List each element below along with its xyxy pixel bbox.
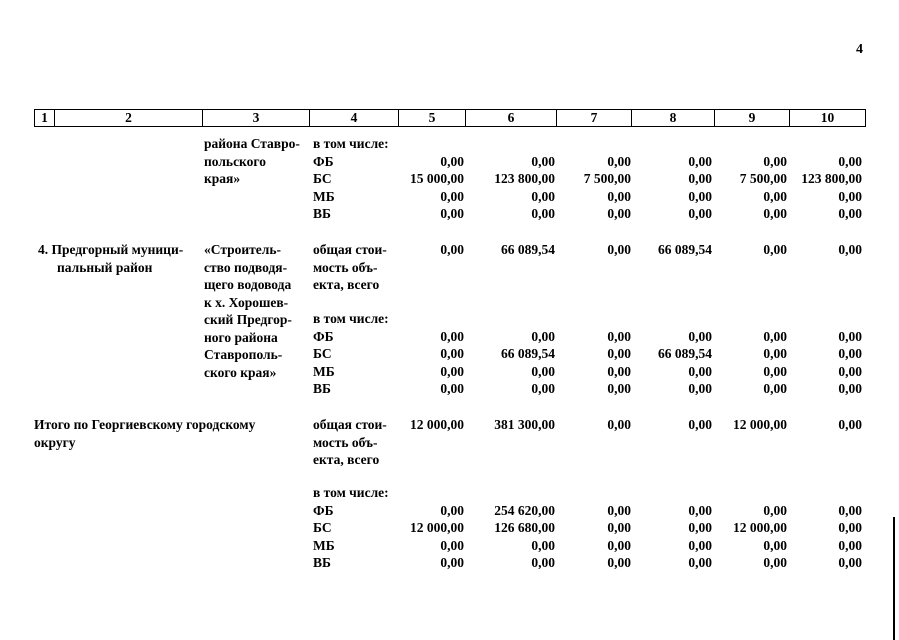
col5-total: 12 000,00 bbox=[410, 417, 464, 432]
col7-values: 0,00 7 500,00 0,00 0,00 bbox=[583, 153, 631, 221]
municipality-name: 4. Предгорный муници- пальный район bbox=[38, 242, 184, 275]
header-col-1: 1 bbox=[35, 110, 55, 127]
header-col-8: 8 bbox=[632, 110, 715, 127]
total-cost-label: общая стои- мость объ- екта, всего bbox=[313, 242, 387, 292]
col6-total: 66 089,54 bbox=[501, 242, 555, 257]
object-description: района Ставро- польского края» bbox=[204, 136, 300, 186]
col5-values: 0,00 12 000,00 0,00 0,00 bbox=[410, 502, 464, 570]
header-col-6: 6 bbox=[466, 110, 557, 127]
header-col-3: 3 bbox=[203, 110, 310, 127]
col7-total: 0,00 bbox=[607, 417, 631, 432]
district-total-label: Итого по Георгиевскому городскому округу bbox=[34, 417, 256, 450]
col7-total: 0,00 bbox=[607, 242, 631, 257]
col8-values: 0,00 0,00 0,00 0,00 bbox=[688, 502, 712, 570]
col5-values: 0,00 0,00 0,00 0,00 bbox=[440, 328, 464, 396]
col8-total: 66 089,54 bbox=[658, 242, 712, 257]
header-col-10: 10 bbox=[790, 110, 866, 127]
col10-values: 0,00 123 800,00 0,00 0,00 bbox=[801, 153, 862, 221]
funding-sources: в том числе: ФБ БС МБ ВБ bbox=[313, 485, 389, 570]
col10-values: 0,00 0,00 0,00 0,00 bbox=[838, 328, 862, 396]
col5-total: 0,00 bbox=[440, 242, 464, 257]
total-cost-label: общая стои- мость объ- екта, всего bbox=[313, 417, 387, 467]
col5-values: 0,00 15 000,00 0,00 0,00 bbox=[410, 153, 464, 221]
header-col-7: 7 bbox=[557, 110, 632, 127]
funding-sources: в том числе: ФБ БС МБ ВБ bbox=[313, 136, 389, 221]
col9-total: 12 000,00 bbox=[733, 417, 787, 432]
col9-total: 0,00 bbox=[763, 242, 787, 257]
header-col-9: 9 bbox=[715, 110, 790, 127]
page-number: 4 bbox=[856, 42, 863, 57]
header-col-2: 2 bbox=[55, 110, 203, 127]
column-header-row bbox=[34, 109, 866, 127]
col10-total: 0,00 bbox=[838, 242, 862, 257]
scan-edge-line bbox=[893, 517, 895, 640]
col6-values: 0,00 66 089,54 0,00 0,00 bbox=[501, 328, 555, 396]
col9-values: 0,00 7 500,00 0,00 0,00 bbox=[739, 153, 787, 221]
col9-values: 0,00 12 000,00 0,00 0,00 bbox=[733, 502, 787, 570]
col9-values: 0,00 0,00 0,00 0,00 bbox=[763, 328, 787, 396]
col6-values: 0,00 123 800,00 0,00 0,00 bbox=[494, 153, 555, 221]
header-col-4: 4 bbox=[310, 110, 399, 127]
funding-sources: в том числе: ФБ БС МБ ВБ bbox=[313, 311, 389, 396]
object-description: «Строитель- ство подводя- щего водовода к х. Хорошев- ский Предгор- ного района Ставрополь- ского края» bbox=[204, 242, 292, 380]
col7-values: 0,00 0,00 0,00 0,00 bbox=[607, 502, 631, 570]
col8-total: 0,00 bbox=[688, 417, 712, 432]
col6-values: 254 620,00 126 680,00 0,00 0,00 bbox=[494, 502, 555, 570]
col10-values: 0,00 0,00 0,00 0,00 bbox=[838, 502, 862, 570]
header-col-5: 5 bbox=[399, 110, 466, 127]
col7-values: 0,00 0,00 0,00 0,00 bbox=[607, 328, 631, 396]
col6-total: 381 300,00 bbox=[494, 417, 555, 432]
col8-values: 0,00 66 089,54 0,00 0,00 bbox=[658, 328, 712, 396]
col8-values: 0,00 0,00 0,00 0,00 bbox=[688, 153, 712, 221]
col10-total: 0,00 bbox=[838, 417, 862, 432]
